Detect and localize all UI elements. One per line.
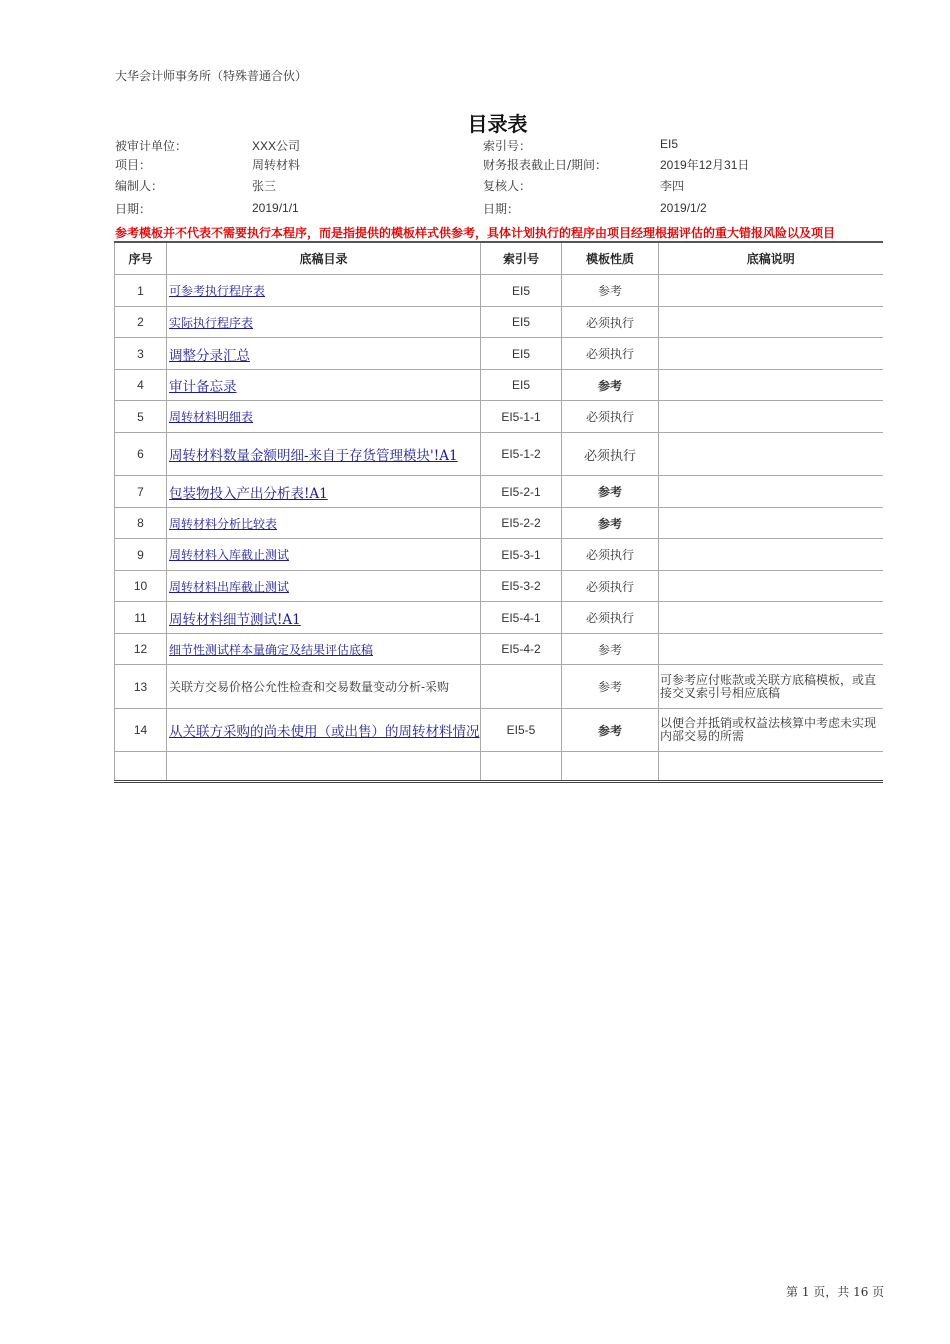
row-no: 13 [115, 665, 167, 709]
header-nature: 模板性质 [562, 242, 659, 275]
table-row [115, 665, 883, 709]
row-index: EI5-2-1 [481, 476, 562, 508]
workpaper-link[interactable]: 周转材料出库截止测试 [167, 571, 481, 602]
header-index: 索引号 [481, 242, 562, 275]
row-no: 9 [115, 539, 167, 571]
row-nature: 必须执行 [562, 401, 659, 433]
row-index: EI5-1-1 [481, 401, 562, 433]
row-index: EI5 [481, 338, 562, 370]
page-footer: 第 1 页，共 16 页 [786, 1285, 885, 1299]
table-row [115, 307, 883, 338]
table-row [115, 433, 883, 476]
row-no: 14 [115, 709, 167, 752]
date1-label: 日期： [115, 202, 152, 216]
row-no: 11 [115, 602, 167, 634]
workpaper-link[interactable]: 可参考执行程序表 [167, 275, 481, 307]
index-label: 索引号： [483, 139, 532, 153]
table-row [115, 571, 883, 602]
row-no: 3 [115, 338, 167, 370]
row-nature: 参考 [562, 709, 659, 752]
row-note [659, 571, 883, 602]
row-index: EI5-3-2 [481, 571, 562, 602]
row-index: EI5 [481, 370, 562, 401]
row-note [659, 508, 883, 539]
header-note: 底稿说明 [659, 242, 883, 275]
row-no: 6 [115, 433, 167, 476]
empty-cell [481, 752, 562, 782]
table-header-row [115, 242, 883, 275]
row-note [659, 539, 883, 571]
row-no: 2 [115, 307, 167, 338]
reviewer-value: 李四 [660, 179, 685, 193]
period-value: 2019年12月31日 [660, 158, 750, 172]
date2-value: 2019/1/2 [660, 201, 707, 215]
row-nature: 必须执行 [562, 307, 659, 338]
table-row [115, 508, 883, 539]
workpaper-link[interactable]: 实际执行程序表 [167, 307, 481, 338]
row-index: EI5-1-2 [481, 433, 562, 476]
row-no: 8 [115, 508, 167, 539]
row-nature: 必须执行 [562, 539, 659, 571]
row-nature: 必须执行 [562, 338, 659, 370]
workpaper-link[interactable]: 审计备忘录 [167, 370, 481, 401]
workpaper-link[interactable]: 细节性测试样本量确定及结果评估底稿 [167, 634, 481, 665]
row-note [659, 602, 883, 634]
row-nature: 参考 [562, 370, 659, 401]
index-value: EI5 [660, 137, 679, 151]
empty-cell [167, 752, 481, 782]
row-index: EI5 [481, 275, 562, 307]
table-row [115, 401, 883, 433]
workpaper-link[interactable]: 周转材料数量金额明细-来自于存货管理模块'!A1 [167, 433, 481, 476]
auditee-label: 被审计单位： [115, 139, 188, 153]
workpaper-link[interactable]: 周转材料明细表 [167, 401, 481, 433]
project-label: 项目： [115, 158, 152, 172]
warning-note: 参考模板并不代表不需要执行本程序，而是指提供的模板样式供参考，具体计划执行的程序由项目经理根据评估的重大错报风险以及项目 [115, 226, 836, 240]
page-title: 目录表 [467, 112, 528, 136]
workpaper-link[interactable]: 调整分录汇总 [167, 338, 481, 370]
date1-value: 2019/1/1 [252, 201, 299, 215]
row-nature: 必须执行 [562, 571, 659, 602]
preparer-label: 编制人： [115, 179, 164, 193]
table-row [115, 338, 883, 370]
project-value: 周转材料 [252, 158, 301, 172]
reviewer-label: 复核人： [483, 179, 532, 193]
row-no: 7 [115, 476, 167, 508]
empty-cell [562, 752, 659, 782]
table-row-empty [115, 752, 883, 782]
row-note [659, 476, 883, 508]
header-name: 底稿目录 [167, 242, 481, 275]
period-label: 财务报表截止日/期间： [483, 158, 608, 172]
table-row [115, 709, 883, 752]
row-no: 4 [115, 370, 167, 401]
workpaper-link[interactable]: 周转材料分析比较表 [167, 508, 481, 539]
row-nature: 必须执行 [562, 602, 659, 634]
row-no: 1 [115, 275, 167, 307]
row-nature: 必须执行 [562, 433, 659, 476]
row-note [659, 370, 883, 401]
workpaper-link[interactable]: 周转材料入库截止测试 [167, 539, 481, 571]
auditee-value: XXX公司 [252, 139, 301, 153]
workpaper-link[interactable]: 从关联方采购的尚未使用（或出售）的周转材料情况 [167, 709, 481, 752]
row-nature: 参考 [562, 476, 659, 508]
table-row [115, 634, 883, 665]
row-index: EI5-5 [481, 709, 562, 752]
row-index: EI5-3-1 [481, 539, 562, 571]
row-index: EI5-4-2 [481, 634, 562, 665]
table-row [115, 370, 883, 401]
workpaper-name: 关联方交易价格公允性检查和交易数量变动分析-采购 [167, 665, 481, 709]
row-index [481, 665, 562, 709]
preparer-value: 张三 [252, 179, 277, 193]
row-note [659, 338, 883, 370]
row-note [659, 275, 883, 307]
row-note [659, 307, 883, 338]
date2-label: 日期： [483, 202, 520, 216]
row-nature: 参考 [562, 508, 659, 539]
row-note [659, 401, 883, 433]
row-nature: 参考 [562, 665, 659, 709]
row-nature: 参考 [562, 275, 659, 307]
table-row [115, 539, 883, 571]
table-row [115, 476, 883, 508]
row-index: EI5-2-2 [481, 508, 562, 539]
workpaper-link[interactable]: 周转材料细节测试!A1 [167, 602, 481, 634]
row-index: EI5 [481, 307, 562, 338]
row-note: 可参考应付账款或关联方底稿模板，或直接交叉索引号相应底稿 [659, 665, 883, 709]
row-no: 12 [115, 634, 167, 665]
firm-name: 大华会计师事务所（特殊普通合伙） [115, 69, 308, 83]
header-no: 序号 [115, 242, 167, 275]
row-note [659, 433, 883, 476]
row-note: 以便合并抵销或权益法核算中考虑未实现内部交易的所需 [659, 709, 883, 752]
table-row [115, 602, 883, 634]
workpaper-link[interactable]: 包装物投入产出分析表!A1 [167, 476, 481, 508]
row-no: 10 [115, 571, 167, 602]
index-table [114, 241, 883, 783]
table-row [115, 275, 883, 307]
row-note [659, 634, 883, 665]
row-index: EI5-4-1 [481, 602, 562, 634]
row-nature: 参考 [562, 634, 659, 665]
empty-cell [115, 752, 167, 782]
empty-cell [659, 752, 883, 782]
row-no: 5 [115, 401, 167, 433]
